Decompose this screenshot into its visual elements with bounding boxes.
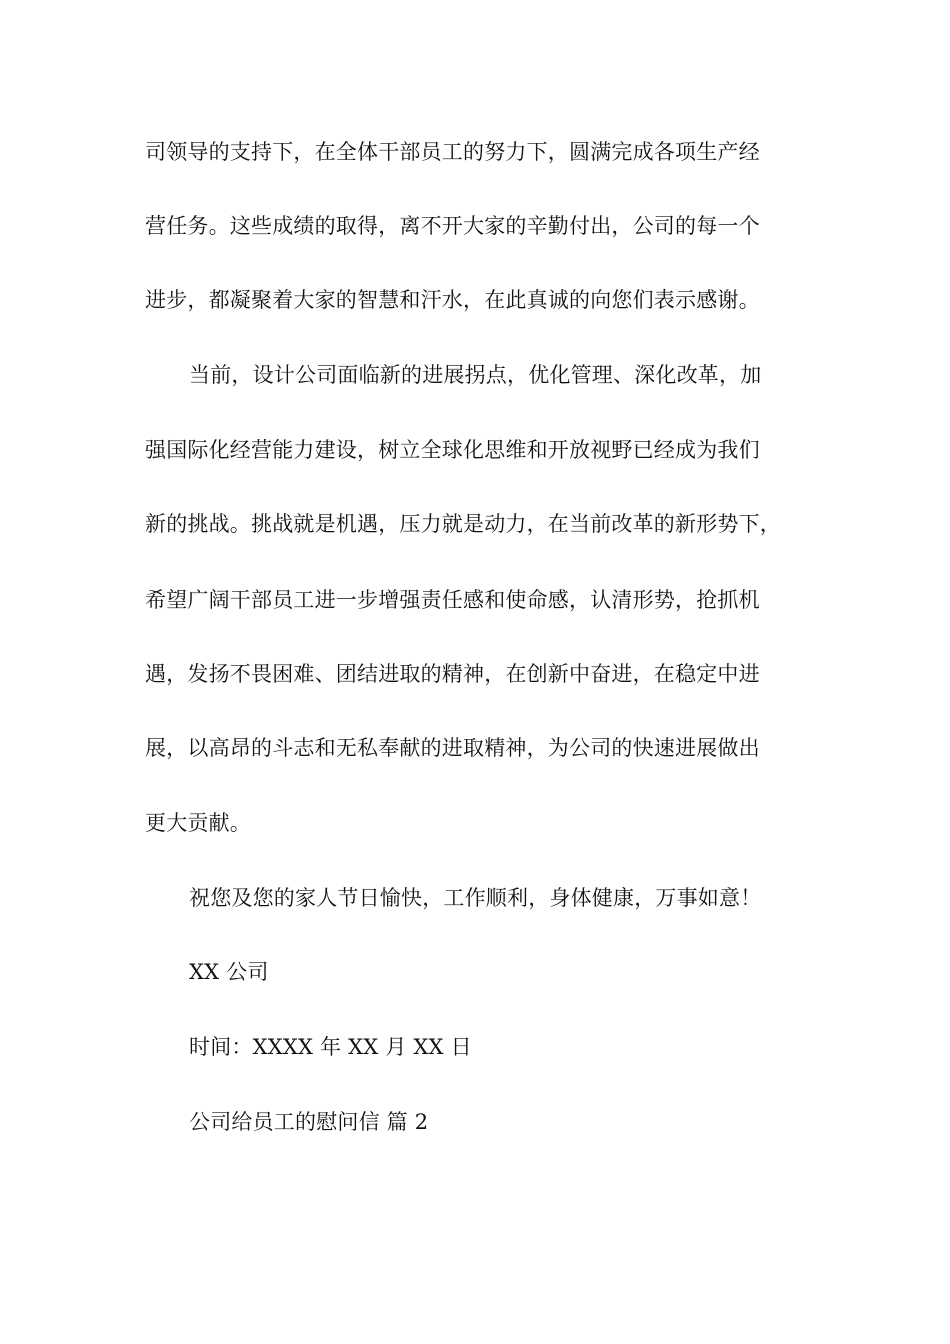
paragraph-2-line-4: 希望广阔干部员工进一步增强责任感和使命感，认清形势，抢抓机: [145, 588, 760, 612]
next-section-title: 公司给员工的慰问信 篇 2: [189, 1110, 429, 1134]
paragraph-1-line-1: 司领导的支持下，在全体干部员工的努力下，圆满完成各项生产经: [145, 140, 760, 164]
paragraph-2-line-6: 展，以高昂的斗志和无私奉献的进取精神，为公司的快速进展做出: [145, 736, 760, 760]
paragraph-2-line-2: 强国际化经营能力建设，树立全球化思维和开放视野已经成为我们: [145, 438, 760, 462]
closing-wish: 祝您及您的家人节日愉快，工作顺利，身体健康，万事如意！: [189, 886, 762, 910]
paragraph-2-line-3: 新的挑战。挑战就是机遇，压力就是动力，在当前改革的新形势下，: [145, 512, 781, 536]
paragraph-1-line-3: 进步，都凝聚着大家的智慧和汗水，在此真诚的向您们表示感谢。: [145, 288, 760, 312]
signature-company: XX 公司: [189, 960, 269, 984]
date-line: 时间：XXXX 年 XX 月 XX 日: [189, 1035, 472, 1059]
paragraph-2-line-5: 遇，发扬不畏困难、团结进取的精神，在创新中奋进，在稳定中进: [145, 662, 760, 686]
paragraph-2-line-7: 更大贡献。: [145, 811, 251, 835]
paragraph-1-line-2: 营任务。这些成绩的取得，离不开大家的辛勤付出，公司的每一个: [145, 214, 760, 238]
paragraph-2-line-1: 当前，设计公司面临新的进展拐点，优化管理、深化改革，加: [189, 363, 762, 387]
